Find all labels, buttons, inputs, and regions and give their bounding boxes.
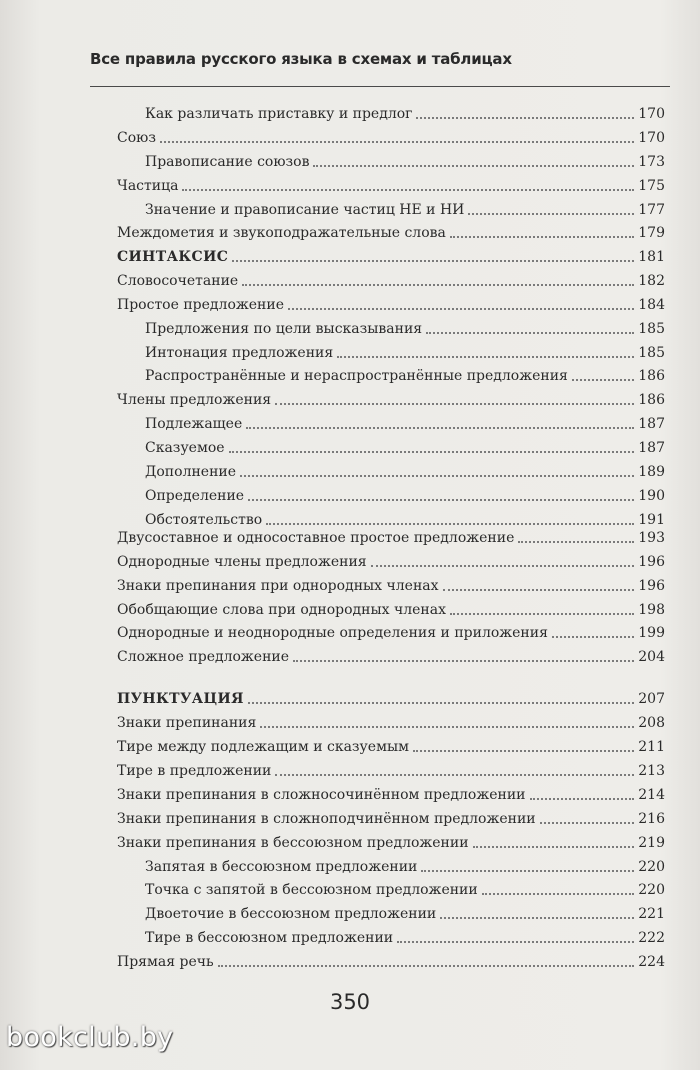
toc-entry-title: Частица [117, 178, 179, 194]
toc-entry [117, 784, 665, 804]
toc-entry [145, 485, 665, 505]
toc-entry [117, 270, 665, 290]
toc-entry-title: Тире в бессоюзном предложении [145, 930, 394, 946]
dot-leader [182, 189, 634, 191]
toc-entry-title: Тире между подлежащим и сказуемым [117, 739, 409, 755]
toc-entry-page: 219 [638, 835, 665, 851]
dot-leader [450, 613, 634, 615]
dot-leader [266, 523, 634, 525]
dot-leader [218, 965, 635, 967]
dot-leader [426, 332, 634, 334]
toc-entry-page: 199 [638, 625, 665, 641]
dot-leader [160, 141, 634, 143]
dot-leader [260, 726, 634, 728]
dot-leader [371, 565, 635, 567]
dot-leader [518, 541, 634, 543]
toc-entry-title: Знаки препинания в бессоюзном предложении [117, 835, 469, 851]
toc-entry-title: Дополнение [145, 464, 237, 480]
toc-entry [145, 437, 665, 457]
toc-entry-title: Значение и правописание частиц НЕ и НИ [145, 202, 465, 218]
toc-entry-title: Знаки препинания [117, 715, 257, 731]
toc-entry-page: 220 [638, 882, 665, 898]
toc-entry [145, 103, 665, 123]
dot-leader [450, 236, 634, 238]
toc-entry-page: 175 [638, 178, 665, 194]
toc-entry-page: 196 [638, 554, 665, 570]
toc-entry [117, 222, 665, 242]
dot-leader [275, 774, 634, 776]
toc-entry-page: 207 [638, 691, 665, 707]
dot-leader [572, 379, 634, 381]
toc-entry-page: 182 [638, 273, 665, 289]
toc-entry-page: 220 [638, 859, 665, 875]
toc-entry [145, 365, 665, 385]
toc-entry [117, 551, 665, 571]
toc-entry [117, 808, 665, 828]
toc-entry-page: 170 [638, 130, 665, 146]
toc-entry [145, 413, 665, 433]
dot-leader [242, 284, 634, 286]
dot-leader [337, 356, 634, 358]
toc-entry-page: 177 [638, 202, 665, 218]
toc-entry [117, 599, 665, 619]
toc-entry-page: 211 [638, 739, 665, 755]
toc-entry [117, 712, 665, 732]
toc-entry-title: Члены предложения [117, 392, 272, 408]
toc-entry-title: Распространённые и нераспространённые предложения [145, 368, 568, 384]
toc-entry-title: Предложения по цели высказывания [145, 321, 423, 337]
toc-entry-title: Обстоятельство [145, 512, 263, 528]
toc-entry [117, 294, 665, 314]
toc-entry-title: Как различать приставку и предлог [145, 106, 413, 122]
toc-entry-page: 204 [638, 649, 665, 665]
toc-entry-title: Сказуемое [145, 440, 225, 456]
toc-entry [117, 622, 665, 642]
dot-leader [530, 798, 635, 800]
toc-entry-title: Словосочетание [117, 273, 239, 289]
dot-leader [248, 702, 634, 704]
dot-leader [473, 846, 635, 848]
toc-entry-page: 196 [638, 578, 665, 594]
toc-entry-page: 185 [638, 345, 665, 361]
dot-leader [275, 403, 634, 405]
toc-entry-title: Подлежащее [145, 416, 243, 432]
toc-entry-title: Двоеточие в бессоюзном предложении [145, 906, 437, 922]
toc-entry-title: Прямая речь [117, 954, 214, 970]
toc-entry-title: Правописание союзов [145, 154, 310, 170]
toc-entry-title: Обобщающие слова при однородных членах [117, 602, 446, 618]
toc-entry [145, 509, 665, 529]
toc-entry [145, 318, 665, 338]
toc-entry [117, 127, 665, 147]
toc-entry-title: ПУНКТУАЦИЯ [117, 691, 244, 707]
toc-entry-page: 214 [638, 787, 665, 803]
toc-entry-page: 191 [638, 512, 665, 528]
toc-entry [117, 246, 665, 266]
toc-entry-page: 181 [638, 249, 665, 265]
toc-entry-page: 221 [638, 906, 665, 922]
toc-entry-title: Точка с запятой в бессоюзном предложении [145, 882, 478, 898]
toc-entry-title: Однородные члены предложения [117, 554, 367, 570]
toc-entry [117, 646, 665, 666]
toc-entry [117, 688, 665, 708]
toc-entry-page: 179 [638, 225, 665, 241]
dot-leader [229, 451, 635, 453]
toc-entry [117, 760, 665, 780]
toc-entry-title: Двусоставное и односоставное простое предложение [117, 530, 515, 546]
dot-leader [397, 941, 634, 943]
toc-entry-page: 186 [638, 392, 665, 408]
toc-entry-title: Интонация предложения [145, 345, 334, 361]
toc-entry-title: Союз [117, 130, 156, 146]
toc-entry-page: 222 [638, 930, 665, 946]
toc-entry-page: 187 [638, 440, 665, 456]
toc-entry [145, 879, 665, 899]
toc-entry-title: Тире в предложении [117, 763, 272, 779]
toc-entry-title: Знаки препинания в сложноподчинённом предложении [117, 811, 536, 827]
toc-entry-title: Междометия и звукоподражательные слова [117, 225, 446, 241]
dot-leader [540, 822, 635, 824]
toc-entry-title: Запятая в бессоюзном предложении [145, 859, 418, 875]
toc-entry [145, 151, 665, 171]
watermark: bookclub.by [6, 1022, 174, 1053]
dot-leader [240, 475, 634, 477]
toc-entry-page: 190 [638, 488, 665, 504]
toc-entry-title: Простое предложение [117, 297, 284, 313]
dot-leader [313, 165, 634, 167]
toc-entry [145, 461, 665, 481]
dot-leader [552, 636, 634, 638]
dot-leader [232, 260, 634, 262]
toc-entry-page: 187 [638, 416, 665, 432]
toc-entry-page: 186 [638, 368, 665, 384]
toc-entry-title: Знаки препинания в сложносочинённом предложении [117, 787, 526, 803]
dot-leader [288, 308, 634, 310]
dot-leader [468, 213, 634, 215]
toc-entry [117, 736, 665, 756]
toc-entry-page: 224 [638, 954, 665, 970]
toc-entry [117, 389, 665, 409]
toc-entry [145, 342, 665, 362]
dot-leader [248, 499, 634, 501]
toc-entry [117, 527, 665, 547]
toc-entry [145, 856, 665, 876]
dot-leader [246, 427, 634, 429]
toc-entry-page: 189 [638, 464, 665, 480]
toc-entry-page: 185 [638, 321, 665, 337]
toc-entry [145, 903, 665, 923]
toc-entry-page: 184 [638, 297, 665, 313]
toc-entry-page: 208 [638, 715, 665, 731]
dot-leader [413, 750, 634, 752]
toc-entry-page: 198 [638, 602, 665, 618]
dot-leader [421, 870, 634, 872]
toc-entry-page: 173 [638, 154, 665, 170]
toc-entry-page: 193 [638, 530, 665, 546]
toc-entry-title: Сложное предложение [117, 649, 290, 665]
page-number: 350 [329, 990, 371, 1014]
dot-leader [443, 589, 635, 591]
dot-leader [482, 893, 635, 895]
toc-entry [145, 199, 665, 219]
dot-leader [416, 117, 634, 119]
toc-entry [117, 951, 665, 971]
running-header: Все правила русского языка в схемах и таблицах [90, 50, 512, 68]
toc-entry-page: 213 [638, 763, 665, 779]
dot-leader [440, 917, 634, 919]
toc-entry-page: 216 [638, 811, 665, 827]
toc-entry-title: Знаки препинания при однородных членах [117, 578, 439, 594]
toc-entry-page: 170 [638, 106, 665, 122]
toc-entry-title: Однородные и неоднородные определения и приложения [117, 625, 548, 641]
toc-entry [117, 575, 665, 595]
toc-entry-title: Определение [145, 488, 245, 504]
toc-entry [117, 175, 665, 195]
toc-entry [117, 832, 665, 852]
toc-entry [145, 927, 665, 947]
dot-leader [293, 660, 634, 662]
toc-entry-title: СИНТАКСИС [117, 249, 229, 265]
